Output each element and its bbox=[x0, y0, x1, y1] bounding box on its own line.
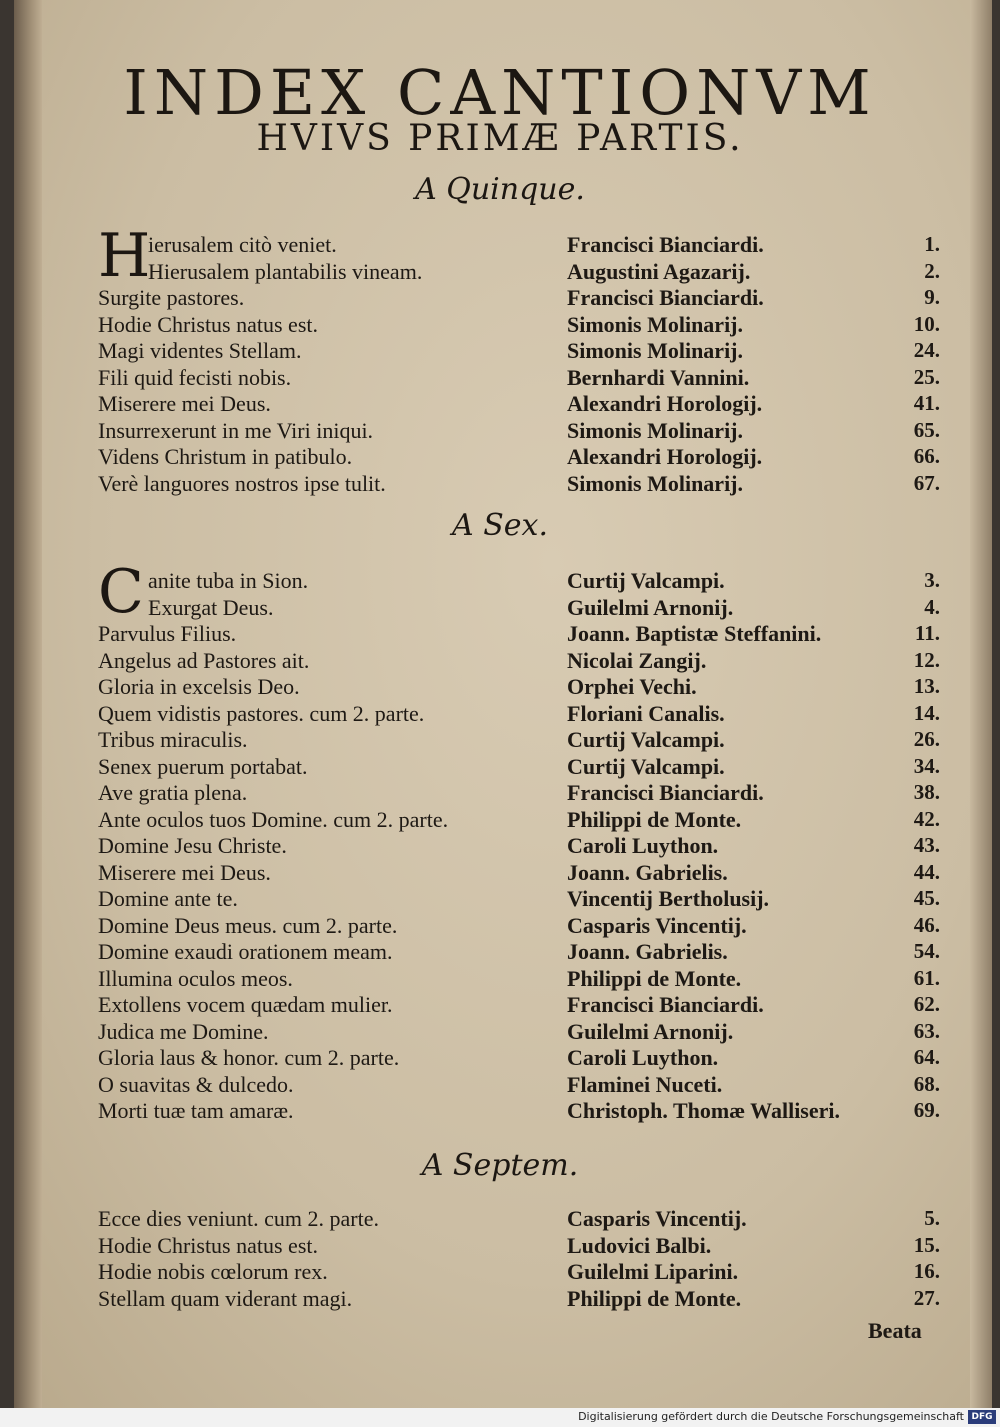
page-number: 42. bbox=[913, 806, 940, 831]
song-title: Hodie nobis cœlorum rex. bbox=[98, 1259, 328, 1284]
song-title: Insurrexerunt in me Viri iniqui. bbox=[98, 417, 374, 443]
page-number: 63. bbox=[913, 1018, 940, 1043]
composer-name: Bernhardi Vannini. bbox=[567, 364, 750, 390]
composer-name: Orphei Vechi. bbox=[567, 674, 697, 699]
song-title: ierusalem citò veniet. bbox=[148, 232, 337, 257]
composer-name: Francisci Bianciardi. bbox=[567, 232, 764, 257]
page-number: 62. bbox=[913, 992, 940, 1016]
composer-name: Guilelmi Arnonij. bbox=[567, 1018, 734, 1044]
page-number: 10. bbox=[913, 311, 940, 336]
index-row bbox=[0, 1098, 1000, 1126]
index-row bbox=[0, 391, 1000, 419]
composer-name: Caroli Luython. bbox=[567, 833, 719, 858]
composer-name: Simonis Molinarij. bbox=[567, 311, 744, 337]
page-number: 26. bbox=[913, 727, 940, 751]
song-title: Domine Deus meus. cum 2. parte. bbox=[98, 912, 398, 938]
song-title: Fili quid fecisti nobis. bbox=[98, 364, 292, 390]
composer-name: Christoph. Thomæ Walliseri. bbox=[567, 1098, 841, 1123]
page-number: 65. bbox=[913, 417, 940, 442]
index-row bbox=[0, 444, 1000, 472]
composer-name: Francisci Bianciardi. bbox=[567, 780, 764, 805]
page-number: 14. bbox=[913, 700, 940, 725]
song-title: Stellam quam viderant magi. bbox=[98, 1285, 353, 1311]
song-title: Magi videntes Stellam. bbox=[98, 338, 302, 363]
footer-bar bbox=[0, 1408, 1000, 1427]
composer-name: Casparis Vincentij. bbox=[567, 1206, 747, 1231]
index-row bbox=[0, 727, 1000, 755]
page-number: 38. bbox=[913, 780, 940, 804]
song-title: Gloria laus & honor. cum 2. parte. bbox=[98, 1045, 400, 1070]
section-heading-sex: A Sex. bbox=[452, 508, 548, 543]
index-row bbox=[0, 338, 1000, 366]
song-title: Verè languores nostros ipse tulit. bbox=[98, 470, 386, 496]
composer-name: Casparis Vincentij. bbox=[567, 912, 747, 938]
index-row bbox=[0, 1233, 1000, 1261]
index-row bbox=[0, 754, 1000, 782]
composer-name: Francisci Bianciardi. bbox=[567, 992, 764, 1017]
index-row bbox=[0, 365, 1000, 393]
song-title: Extollens vocem quædam mulier. bbox=[98, 992, 393, 1017]
index-row bbox=[0, 1259, 1000, 1287]
index-row bbox=[0, 312, 1000, 340]
song-title: Ave gratia plena. bbox=[98, 780, 248, 805]
song-title: Angelus ad Pastores ait. bbox=[98, 647, 310, 673]
composer-name: Guilelmi Arnonij. bbox=[567, 594, 734, 620]
page-number: 34. bbox=[913, 753, 940, 778]
page-number: 4. bbox=[924, 594, 940, 619]
composer-name: Nicolai Zangij. bbox=[567, 647, 707, 673]
index-row bbox=[0, 1019, 1000, 1047]
page-number: 44. bbox=[913, 859, 940, 884]
composer-name: Curtij Valcampi. bbox=[567, 753, 725, 779]
page-number: 11. bbox=[914, 621, 940, 645]
song-title: O suavitas & dulcedo. bbox=[98, 1071, 294, 1097]
composer-name: Joann. Gabrielis. bbox=[567, 859, 728, 885]
index-row bbox=[0, 886, 1000, 914]
page-number: 5. bbox=[924, 1206, 940, 1230]
page-number: 61. bbox=[913, 965, 940, 990]
index-row bbox=[0, 648, 1000, 676]
catchword: Beata bbox=[868, 1318, 922, 1343]
song-title: Exurgat Deus. bbox=[148, 594, 274, 620]
page-number: 68. bbox=[913, 1071, 940, 1096]
index-row bbox=[0, 701, 1000, 729]
page-number: 69. bbox=[913, 1098, 940, 1122]
page-number: 66. bbox=[913, 444, 940, 468]
page-number: 2. bbox=[924, 258, 940, 283]
page-number: 1. bbox=[924, 232, 940, 256]
composer-name: Ludovici Balbi. bbox=[567, 1232, 712, 1258]
composer-name: Joann. Gabrielis. bbox=[567, 939, 728, 964]
composer-name: Caroli Luython. bbox=[567, 1045, 719, 1070]
song-title: Judica me Domine. bbox=[98, 1018, 269, 1044]
composer-name: Simonis Molinarij. bbox=[567, 417, 744, 443]
index-row bbox=[0, 595, 1000, 623]
song-title: Senex puerum portabat. bbox=[98, 753, 308, 779]
composer-name: Guilelmi Liparini. bbox=[567, 1259, 739, 1284]
page-number: 43. bbox=[913, 833, 940, 857]
index-row bbox=[0, 1206, 1000, 1234]
song-title: Parvulus Filius. bbox=[98, 621, 237, 646]
song-title: Hodie Christus natus est. bbox=[98, 311, 318, 337]
index-row bbox=[0, 780, 1000, 808]
page-number: 12. bbox=[913, 647, 940, 672]
song-title: Hodie Christus natus est. bbox=[98, 1232, 318, 1258]
composer-name: Vincentij Bertholusij. bbox=[567, 886, 770, 911]
page-number: 25. bbox=[913, 364, 940, 389]
song-title: Miserere mei Deus. bbox=[98, 391, 271, 416]
composer-name: Curtij Valcampi. bbox=[567, 727, 725, 752]
composer-name: Curtij Valcampi. bbox=[567, 568, 725, 593]
song-title: Ante oculos tuos Domine. cum 2. parte. bbox=[98, 806, 449, 832]
song-title: Hierusalem plantabilis vineam. bbox=[148, 258, 423, 284]
composer-name: Philippi de Monte. bbox=[567, 1285, 742, 1311]
index-row bbox=[0, 471, 1000, 499]
song-title: anite tuba in Sion. bbox=[148, 568, 309, 593]
drop-cap: H bbox=[98, 221, 151, 291]
index-row bbox=[0, 674, 1000, 702]
index-row bbox=[0, 418, 1000, 446]
index-row bbox=[0, 833, 1000, 861]
composer-name: Joann. Baptistæ Steffanini. bbox=[567, 621, 822, 646]
index-row bbox=[0, 568, 1000, 596]
song-title: Domine ante te. bbox=[98, 886, 238, 911]
index-row bbox=[0, 807, 1000, 835]
page-subtitle: HVIVS PRIMÆ PARTIS. bbox=[256, 118, 744, 159]
song-title: Miserere mei Deus. bbox=[98, 859, 271, 885]
song-title: Domine exaudi orationem meam. bbox=[98, 939, 393, 964]
composer-name: Floriani Canalis. bbox=[567, 700, 725, 726]
index-row bbox=[0, 1045, 1000, 1073]
index-row bbox=[0, 860, 1000, 888]
index-row bbox=[0, 621, 1000, 649]
composer-name: Philippi de Monte. bbox=[567, 806, 742, 832]
page-number: 24. bbox=[913, 338, 940, 362]
song-title: Morti tuæ tam amaræ. bbox=[98, 1098, 294, 1123]
index-row bbox=[0, 1286, 1000, 1314]
song-title: Illumina oculos meos. bbox=[98, 965, 293, 991]
composer-name: Alexandri Horologij. bbox=[567, 444, 763, 469]
page-number: 41. bbox=[913, 391, 940, 415]
index-row bbox=[0, 913, 1000, 941]
page-number: 13. bbox=[913, 674, 940, 698]
song-title: Videns Christum in patibulo. bbox=[98, 444, 353, 469]
page-number: 45. bbox=[913, 886, 940, 910]
drop-cap: C bbox=[98, 557, 144, 627]
composer-name: Flaminei Nuceti. bbox=[567, 1071, 723, 1097]
song-title: Gloria in excelsis Deo. bbox=[98, 674, 300, 699]
page-number: 9. bbox=[924, 285, 940, 309]
composer-name: Augustini Agazarij. bbox=[567, 258, 751, 284]
index-row bbox=[0, 966, 1000, 994]
song-title: Quem vidistis pastores. cum 2. parte. bbox=[98, 700, 425, 726]
index-row bbox=[0, 1072, 1000, 1100]
page-number: 46. bbox=[913, 912, 940, 937]
section-heading-quinque: A Quinque. bbox=[415, 172, 585, 207]
composer-name: Alexandri Horologij. bbox=[567, 391, 763, 416]
composer-name: Simonis Molinarij. bbox=[567, 338, 744, 363]
footer-credit: Digitalisierung gefördert durch die Deutsche Forschungsgemeinschaft bbox=[578, 1410, 964, 1423]
page-number: 64. bbox=[913, 1045, 940, 1069]
composer-name: Francisci Bianciardi. bbox=[567, 285, 764, 310]
index-row bbox=[0, 939, 1000, 967]
page-number: 15. bbox=[913, 1232, 940, 1257]
page-number: 3. bbox=[924, 568, 940, 592]
page-number: 54. bbox=[913, 939, 940, 963]
page-number: 67. bbox=[913, 470, 940, 495]
song-title: Surgite pastores. bbox=[98, 285, 245, 310]
composer-name: Philippi de Monte. bbox=[567, 965, 742, 991]
song-title: Domine Jesu Christe. bbox=[98, 833, 287, 858]
page-number: 16. bbox=[913, 1259, 940, 1283]
index-row bbox=[0, 285, 1000, 313]
composer-name: Simonis Molinarij. bbox=[567, 470, 744, 496]
song-title: Tribus miraculis. bbox=[98, 727, 248, 752]
dfg-logo-icon: DFG bbox=[968, 1410, 996, 1424]
page-number: 27. bbox=[913, 1285, 940, 1310]
page-title: INDEX CANTIONVM bbox=[123, 56, 877, 129]
section-heading-septem: A Septem. bbox=[421, 1148, 579, 1183]
song-title: Ecce dies veniunt. cum 2. parte. bbox=[98, 1206, 380, 1231]
index-row bbox=[0, 992, 1000, 1020]
